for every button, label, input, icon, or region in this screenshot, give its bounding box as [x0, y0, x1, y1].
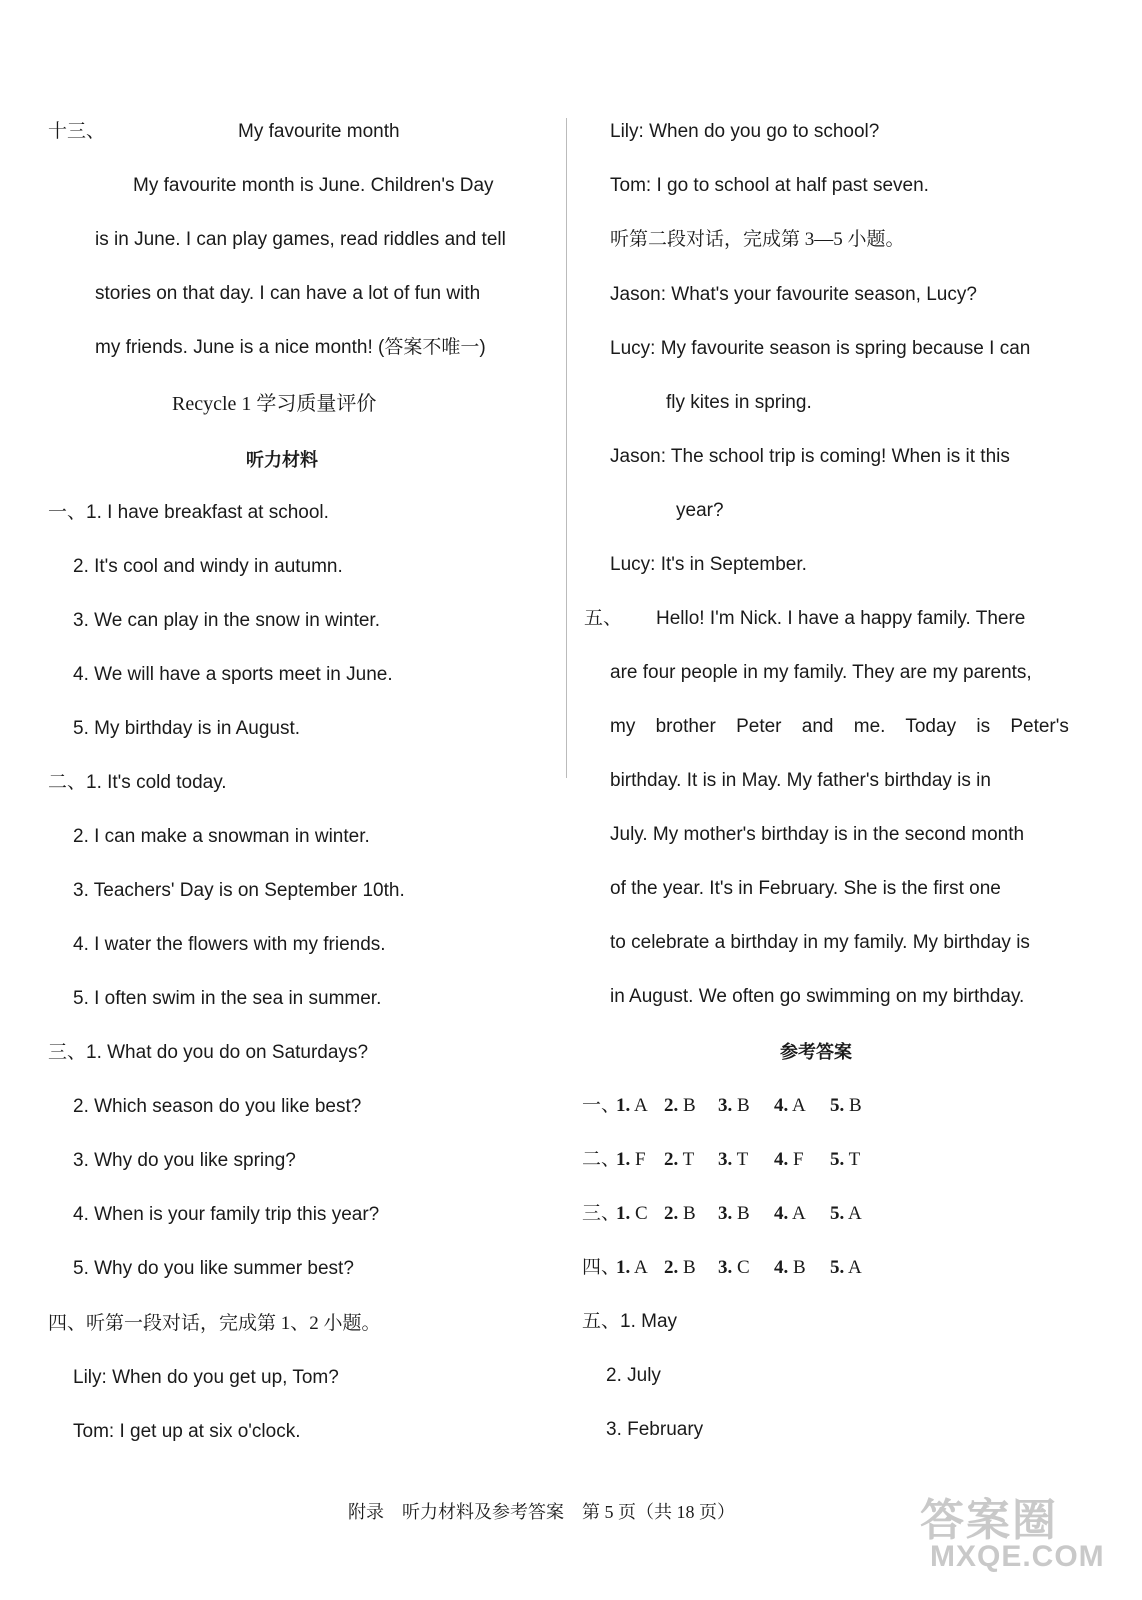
dialog-line: Lily: When do you go to school?: [610, 121, 880, 142]
answer-item: 4. B: [774, 1257, 806, 1278]
answer-5-item: 五、1. May: [582, 1311, 678, 1332]
answer-item: 2. T: [664, 1149, 695, 1170]
passage-line: in August. We often go swimming on my birthday.: [610, 986, 1025, 1007]
listening-item: 2. I can make a snowman in winter.: [73, 826, 370, 847]
section-5-number: 五、: [584, 608, 623, 629]
listening-item: 4. I water the flowers with my friends.: [73, 934, 386, 955]
listening-item: 5. My birthday is in August.: [73, 718, 301, 739]
page-footer: 附录 听力材料及参考答案 第 5 页（共 18 页）: [348, 1502, 735, 1522]
listening-title: 听力材料: [246, 450, 318, 470]
passage-line: my brother Peter and me. Today is Peter's: [610, 716, 1069, 737]
listening-item: 2. Which season do you like best?: [73, 1096, 362, 1117]
passage-line: Hello! I'm Nick. I have a happy family. There: [656, 608, 1026, 629]
dialog-line: Tom: I go to school at half past seven.: [610, 175, 929, 196]
dialog-line: fly kites in spring.: [666, 392, 812, 413]
essay-line: My favourite month is June. Children's Day: [133, 175, 494, 196]
answer-item: 3. B: [718, 1095, 750, 1116]
listening-item: 3. We can play in the snow in winter.: [73, 610, 380, 631]
column-divider: [566, 118, 567, 778]
dialog-line: Lucy: It's in September.: [610, 554, 807, 575]
answer-item: 5. A: [830, 1203, 862, 1224]
dialog-line: Tom: I get up at six o'clock.: [73, 1421, 301, 1442]
watermark-logo: 答案圈: [920, 1496, 1058, 1545]
answer-5-item: 2. July: [606, 1365, 661, 1386]
answer-item: 2. B: [664, 1203, 696, 1224]
answer-item: 3. C: [718, 1257, 750, 1278]
answer-section-number: 四、: [582, 1257, 621, 1278]
answer-item: 5. T: [830, 1149, 861, 1170]
answer-item: 4. F: [774, 1149, 804, 1170]
watermark-url: MXQE.COM: [930, 1540, 1105, 1573]
answer-item: 4. A: [774, 1095, 806, 1116]
answer-item: 5. A: [830, 1257, 862, 1278]
answer-item: 1. A: [616, 1257, 648, 1278]
passage-line: are four people in my family. They are my parents,: [610, 662, 1032, 683]
essay-line: stories on that day. I can have a lot of fun with: [95, 283, 481, 304]
answers-title: 参考答案: [780, 1042, 852, 1062]
essay-line: is in June. I can play games, read riddles and tell: [95, 229, 506, 250]
recycle-title: Recycle 1 学习质量评价: [172, 393, 377, 415]
passage-line: birthday. It is in May. My father's birthday is in: [610, 770, 991, 791]
dialog-line: Lucy: My favourite season is spring because I can: [610, 338, 1031, 359]
essay-title: My favourite month: [238, 121, 400, 142]
answer-item: 2. B: [664, 1257, 696, 1278]
answer-item: 1. A: [616, 1095, 648, 1116]
dialog-line: Jason: What's your favourite season, Lucy?: [610, 284, 977, 305]
answer-item: 1. C: [616, 1203, 648, 1224]
dialog-line: year?: [676, 500, 724, 521]
listening-item: 4. When is your family trip this year?: [73, 1204, 380, 1225]
answer-section-number: 二、: [582, 1149, 621, 1170]
dialog-line: Jason: The school trip is coming! When is it this: [610, 446, 1010, 467]
answer-item: 1. F: [616, 1149, 646, 1170]
listening-item: 5. Why do you like summer best?: [73, 1258, 354, 1279]
listening-item: 2. It's cool and windy in autumn.: [73, 556, 343, 577]
section-4-intro: 四、听第一段对话，完成第 1、2 小题。: [48, 1313, 381, 1334]
section-13-number: 十三、: [48, 121, 106, 142]
answer-item: 2. B: [664, 1095, 696, 1116]
answer-5-item: 3. February: [606, 1419, 704, 1440]
passage-line: to celebrate a birthday in my family. My birthday is: [610, 932, 1030, 953]
listening-item: 二、1. It's cold today.: [48, 772, 227, 793]
listening-item: 三、1. What do you do on Saturdays?: [48, 1042, 369, 1063]
listening-item: 5. I often swim in the sea in summer.: [73, 988, 382, 1009]
answer-section-number: 一、: [582, 1095, 621, 1116]
listening-item: 3. Teachers' Day is on September 10th.: [73, 880, 405, 901]
essay-line: my friends. June is a nice month! (答案不唯一): [95, 337, 486, 358]
passage-line: July. My mother's birthday is in the second month: [610, 824, 1025, 845]
listening-item: 3. Why do you like spring?: [73, 1150, 296, 1171]
answer-item: 3. T: [718, 1149, 749, 1170]
answer-item: 4. A: [774, 1203, 806, 1224]
listening-item: 4. We will have a sports meet in June.: [73, 664, 393, 685]
answer-item: 3. B: [718, 1203, 750, 1224]
dialog-2-intro: 听第二段对话，完成第 3—5 小题。: [610, 229, 905, 250]
answer-section-number: 三、: [582, 1203, 621, 1224]
passage-line: of the year. It's in February. She is the first one: [610, 878, 1001, 899]
dialog-line: Lily: When do you get up, Tom?: [73, 1367, 339, 1388]
listening-item: 一、1. I have breakfast at school.: [48, 502, 329, 523]
answer-item: 5. B: [830, 1095, 862, 1116]
